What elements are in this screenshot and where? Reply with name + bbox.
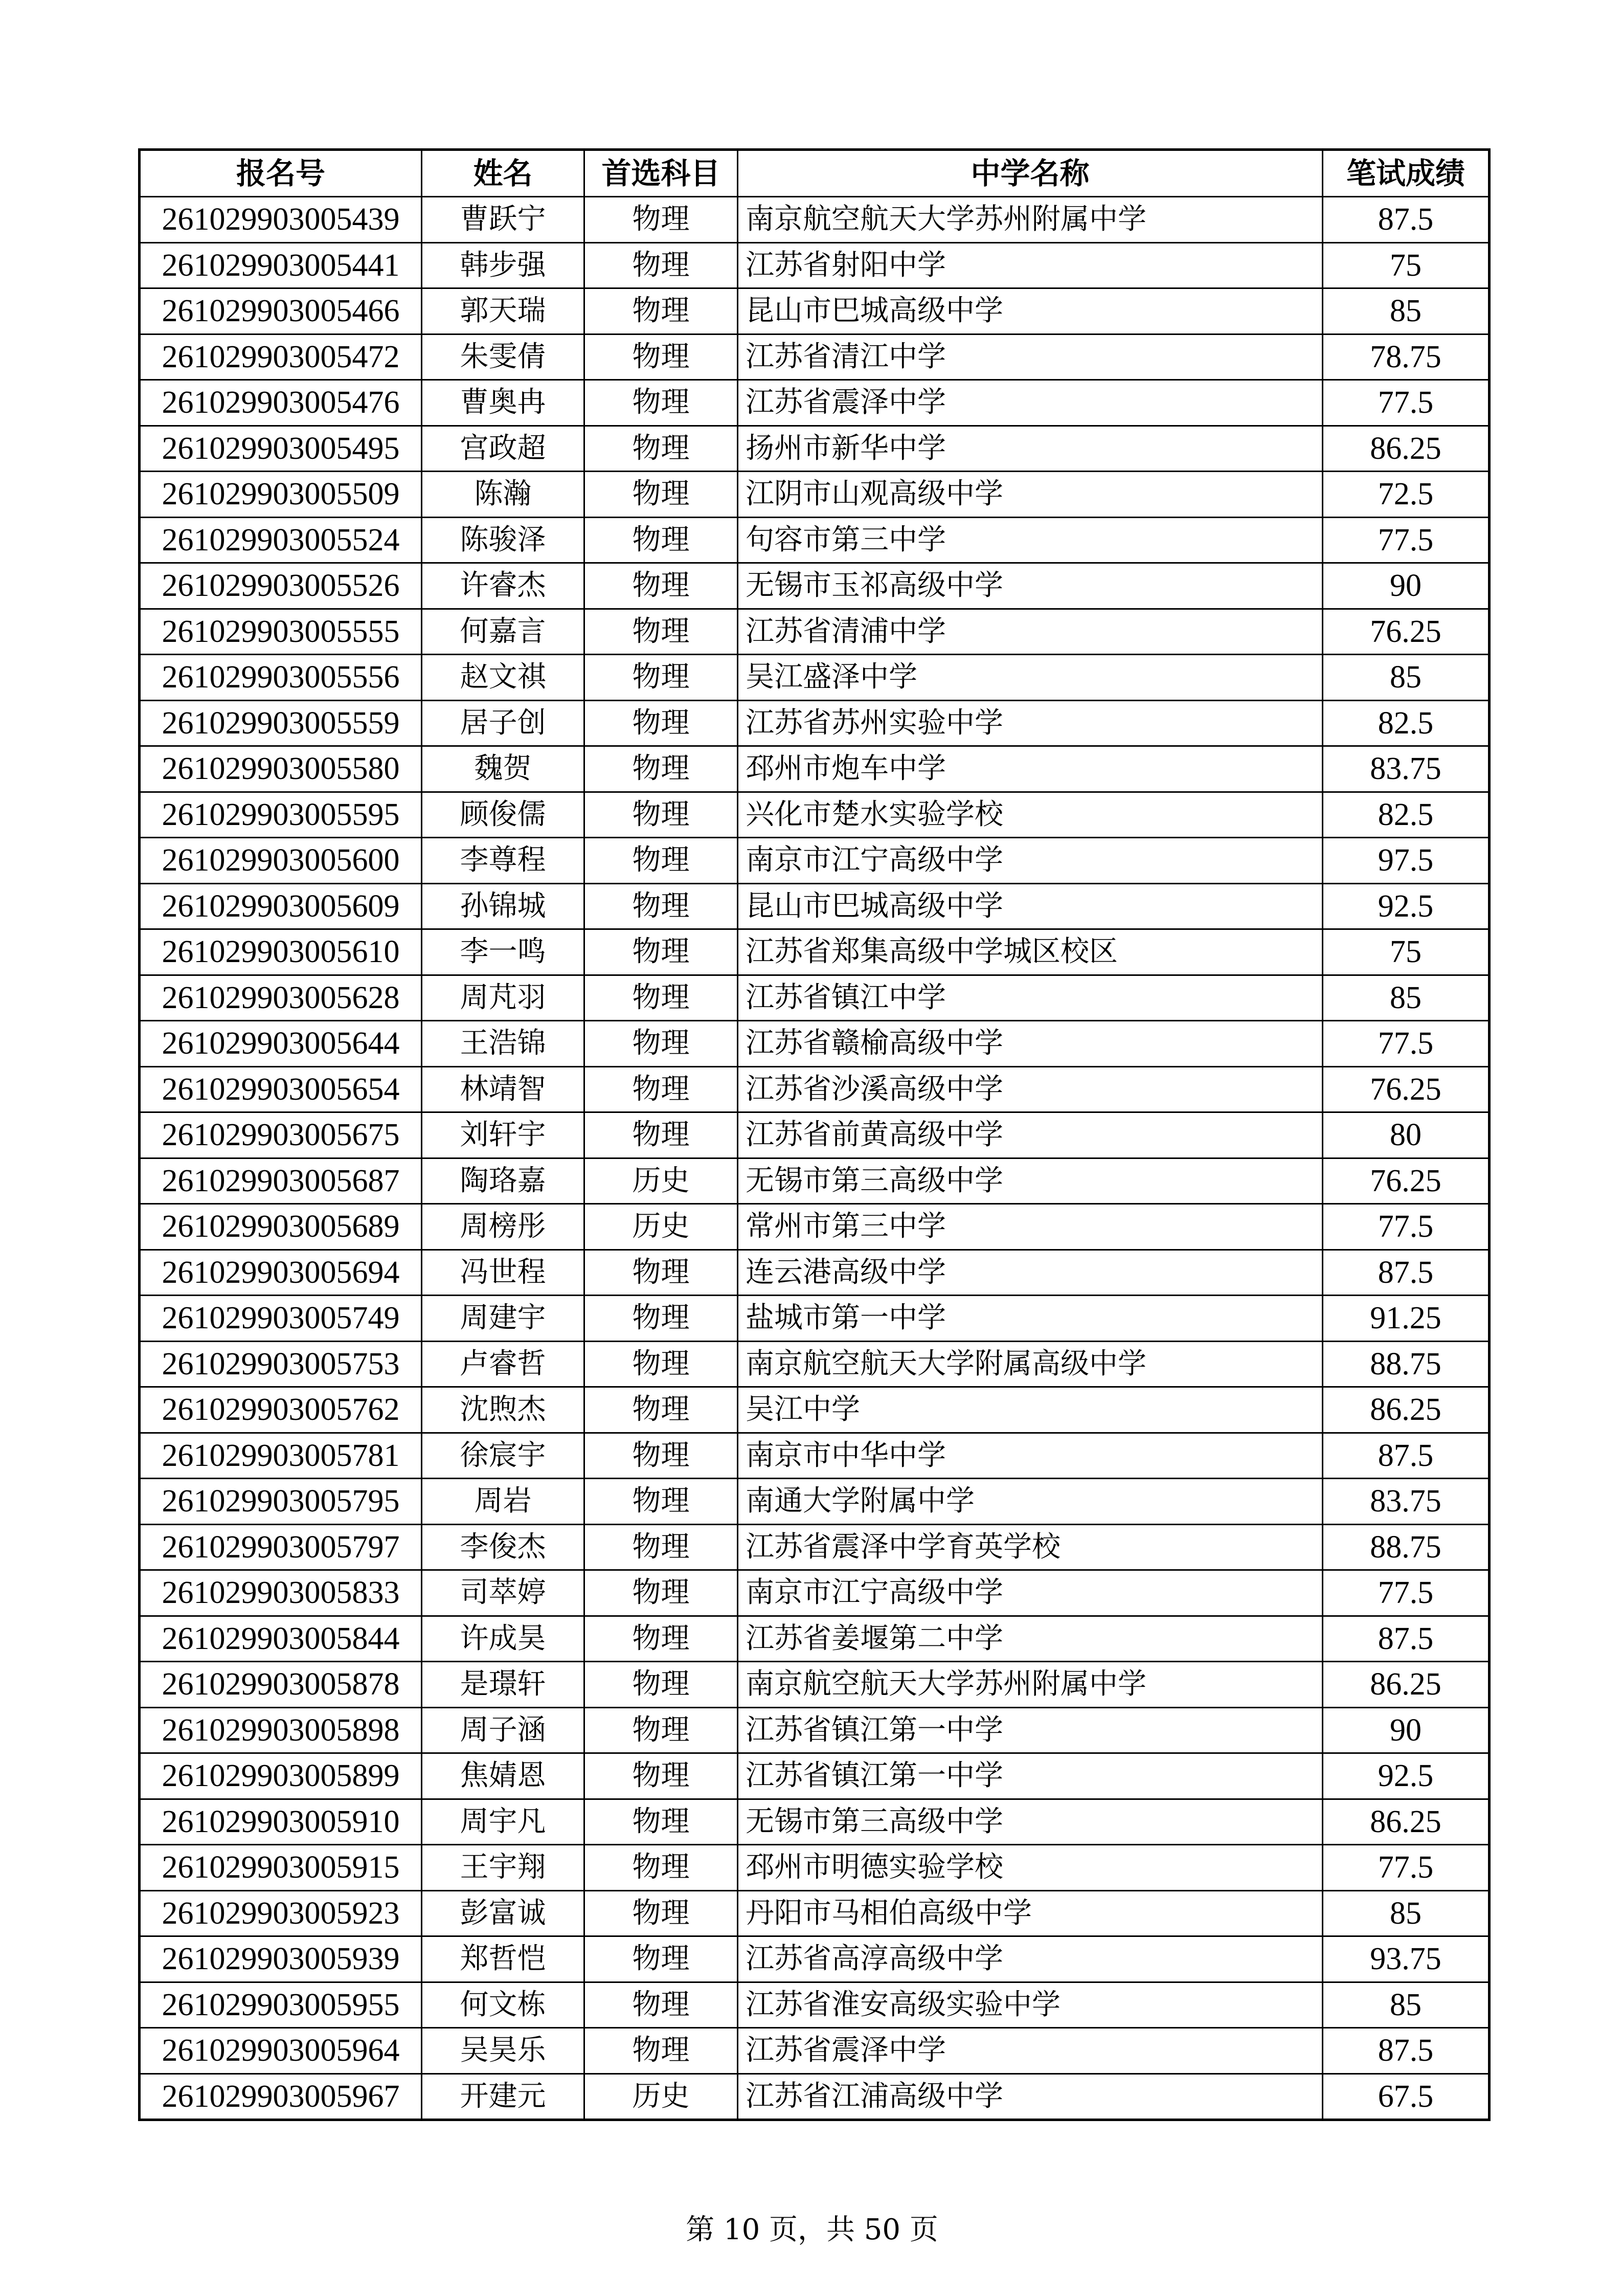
cell-subject: 物理: [584, 2028, 738, 2074]
table-row: [140, 1799, 1490, 1845]
cell-registration-number: 261029903005923: [140, 1890, 422, 1936]
cell-name: 魏贺: [422, 746, 584, 792]
cell-score: 93.75: [1323, 1936, 1490, 1982]
cell-subject: 物理: [584, 1341, 738, 1387]
cell-school: 常州市第三中学: [738, 1204, 1323, 1250]
cell-school: 南京市江宁高级中学: [738, 1570, 1323, 1616]
cell-score: 87.5: [1323, 1250, 1490, 1296]
table-row: [140, 929, 1490, 975]
cell-score: 82.5: [1323, 700, 1490, 746]
table-row: [140, 700, 1490, 746]
cell-registration-number: 261029903005910: [140, 1799, 422, 1845]
table-row: [140, 1707, 1490, 1753]
table-row: [140, 2074, 1490, 2120]
cell-score: 88.75: [1323, 1524, 1490, 1570]
table-row: [140, 1296, 1490, 1342]
header-school: 中学名称: [738, 150, 1323, 197]
cell-school: 江苏省赣榆高级中学: [738, 1021, 1323, 1067]
cell-subject: 物理: [584, 472, 738, 518]
cell-subject: 物理: [584, 1845, 738, 1891]
cell-registration-number: 261029903005844: [140, 1616, 422, 1662]
cell-score: 77.5: [1323, 517, 1490, 563]
cell-name: 赵文祺: [422, 655, 584, 701]
cell-registration-number: 261029903005595: [140, 792, 422, 838]
cell-school: 江苏省震泽中学: [738, 2028, 1323, 2074]
cell-registration-number: 261029903005580: [140, 746, 422, 792]
cell-school: 句容市第三中学: [738, 517, 1323, 563]
cell-score: 87.5: [1323, 1433, 1490, 1479]
cell-subject: 物理: [584, 1296, 738, 1342]
cell-registration-number: 261029903005439: [140, 197, 422, 243]
cell-registration-number: 261029903005797: [140, 1524, 422, 1570]
table-row: [140, 1341, 1490, 1387]
table-row: [140, 1570, 1490, 1616]
cell-name: 吴昊乐: [422, 2028, 584, 2074]
cell-name: 王浩锦: [422, 1021, 584, 1067]
cell-subject: 物理: [584, 975, 738, 1021]
cell-name: 开建元: [422, 2074, 584, 2120]
table-row: [140, 517, 1490, 563]
cell-registration-number: 261029903005610: [140, 929, 422, 975]
cell-school: 江苏省沙溪高级中学: [738, 1066, 1323, 1112]
cell-subject: 物理: [584, 242, 738, 288]
table-row: [140, 792, 1490, 838]
cell-name: 李一鸣: [422, 929, 584, 975]
cell-school: 江苏省郑集高级中学城区校区: [738, 929, 1323, 975]
cell-registration-number: 261029903005600: [140, 838, 422, 884]
cell-registration-number: 261029903005609: [140, 883, 422, 929]
cell-school: 南京航空航天大学苏州附属中学: [738, 1662, 1323, 1708]
cell-subject: 物理: [584, 883, 738, 929]
cell-registration-number: 261029903005955: [140, 1982, 422, 2028]
cell-school: 南京市江宁高级中学: [738, 838, 1323, 884]
cell-name: 王宇翔: [422, 1845, 584, 1891]
cell-subject: 物理: [584, 563, 738, 609]
cell-name: 周榜彤: [422, 1204, 584, 1250]
table-row: [140, 1753, 1490, 1799]
cell-school: 江苏省镇江第一中学: [738, 1707, 1323, 1753]
cell-score: 86.25: [1323, 1799, 1490, 1845]
cell-school: 江苏省射阳中学: [738, 242, 1323, 288]
cell-name: 周建宇: [422, 1296, 584, 1342]
cell-school: 江苏省姜堰第二中学: [738, 1616, 1323, 1662]
cell-score: 85: [1323, 288, 1490, 335]
cell-school: 无锡市第三高级中学: [738, 1158, 1323, 1204]
table-row: [140, 1616, 1490, 1662]
cell-subject: 物理: [584, 792, 738, 838]
cell-name: 孙锦城: [422, 883, 584, 929]
table-row: [140, 1890, 1490, 1936]
cell-name: 周宇凡: [422, 1799, 584, 1845]
cell-score: 76.25: [1323, 609, 1490, 655]
cell-school: 盐城市第一中学: [738, 1296, 1323, 1342]
cell-name: 何嘉言: [422, 609, 584, 655]
cell-registration-number: 261029903005753: [140, 1341, 422, 1387]
cell-registration-number: 261029903005495: [140, 426, 422, 472]
cell-registration-number: 261029903005675: [140, 1112, 422, 1158]
cell-registration-number: 261029903005781: [140, 1433, 422, 1479]
cell-registration-number: 261029903005644: [140, 1021, 422, 1067]
cell-score: 90: [1323, 1707, 1490, 1753]
header-subject: 首选科目: [584, 150, 738, 197]
cell-school: 江苏省清浦中学: [738, 609, 1323, 655]
cell-score: 85: [1323, 975, 1490, 1021]
cell-name: 周芃羽: [422, 975, 584, 1021]
cell-subject: 物理: [584, 426, 738, 472]
cell-registration-number: 261029903005762: [140, 1387, 422, 1433]
cell-school: 江苏省淮安高级实验中学: [738, 1982, 1323, 2028]
cell-name: 刘轩宇: [422, 1112, 584, 1158]
header-registration-number: 报名号: [140, 150, 422, 197]
table-row: [140, 1662, 1490, 1708]
table-row: [140, 1021, 1490, 1067]
table-row: [140, 655, 1490, 701]
cell-registration-number: 261029903005694: [140, 1250, 422, 1296]
cell-school: 江苏省镇江第一中学: [738, 1753, 1323, 1799]
cell-name: 冯世程: [422, 1250, 584, 1296]
cell-name: 彭富诚: [422, 1890, 584, 1936]
cell-subject: 物理: [584, 838, 738, 884]
cell-subject: 物理: [584, 1799, 738, 1845]
cell-score: 75: [1323, 929, 1490, 975]
cell-subject: 物理: [584, 1936, 738, 1982]
cell-registration-number: 261029903005795: [140, 1479, 422, 1525]
header-name: 姓名: [422, 150, 584, 197]
cell-score: 85: [1323, 1982, 1490, 2028]
table-row: [140, 1433, 1490, 1479]
cell-name: 何文栋: [422, 1982, 584, 2028]
cell-score: 80: [1323, 1112, 1490, 1158]
cell-registration-number: 261029903005441: [140, 242, 422, 288]
cell-name: 郭天瑞: [422, 288, 584, 335]
cell-score: 72.5: [1323, 472, 1490, 518]
cell-name: 是璟轩: [422, 1662, 584, 1708]
table-row: [140, 1158, 1490, 1204]
cell-name: 顾俊儒: [422, 792, 584, 838]
cell-subject: 物理: [584, 1753, 738, 1799]
cell-score: 88.75: [1323, 1341, 1490, 1387]
cell-name: 周子涵: [422, 1707, 584, 1753]
cell-school: 邳州市炮车中学: [738, 746, 1323, 792]
cell-score: 86.25: [1323, 1662, 1490, 1708]
cell-registration-number: 261029903005915: [140, 1845, 422, 1891]
cell-registration-number: 261029903005524: [140, 517, 422, 563]
cell-score: 76.25: [1323, 1158, 1490, 1204]
cell-subject: 物理: [584, 1066, 738, 1112]
score-table: [138, 148, 1491, 2121]
cell-score: 85: [1323, 655, 1490, 701]
cell-score: 97.5: [1323, 838, 1490, 884]
cell-school: 兴化市楚水实验学校: [738, 792, 1323, 838]
cell-school: 江苏省苏州实验中学: [738, 700, 1323, 746]
cell-score: 87.5: [1323, 2028, 1490, 2074]
cell-subject: 物理: [584, 746, 738, 792]
table-row: [140, 1845, 1490, 1891]
cell-registration-number: 261029903005878: [140, 1662, 422, 1708]
table-row: [140, 838, 1490, 884]
cell-score: 85: [1323, 1890, 1490, 1936]
cell-registration-number: 261029903005628: [140, 975, 422, 1021]
cell-school: 江苏省江浦高级中学: [738, 2074, 1323, 2120]
table-row: [140, 1387, 1490, 1433]
cell-school: 昆山市巴城高级中学: [738, 288, 1323, 335]
cell-name: 焦婧恩: [422, 1753, 584, 1799]
table-row: [140, 1112, 1490, 1158]
cell-school: 昆山市巴城高级中学: [738, 883, 1323, 929]
cell-subject: 物理: [584, 609, 738, 655]
cell-school: 扬州市新华中学: [738, 426, 1323, 472]
cell-score: 83.75: [1323, 1479, 1490, 1525]
cell-subject: 物理: [584, 1112, 738, 1158]
cell-name: 陈骏泽: [422, 517, 584, 563]
table-row: [140, 746, 1490, 792]
cell-name: 曹跃宁: [422, 197, 584, 243]
cell-name: 许睿杰: [422, 563, 584, 609]
cell-score: 86.25: [1323, 426, 1490, 472]
table-row: [140, 334, 1490, 380]
cell-score: 86.25: [1323, 1387, 1490, 1433]
cell-registration-number: 261029903005472: [140, 334, 422, 380]
cell-score: 92.5: [1323, 1753, 1490, 1799]
cell-registration-number: 261029903005654: [140, 1066, 422, 1112]
cell-school: 邳州市明德实验学校: [738, 1845, 1323, 1891]
cell-school: 无锡市玉祁高级中学: [738, 563, 1323, 609]
cell-subject: 物理: [584, 655, 738, 701]
cell-subject: 物理: [584, 929, 738, 975]
cell-subject: 物理: [584, 1479, 738, 1525]
cell-name: 周岩: [422, 1479, 584, 1525]
cell-score: 76.25: [1323, 1066, 1490, 1112]
cell-school: 吴江盛泽中学: [738, 655, 1323, 701]
cell-score: 77.5: [1323, 1570, 1490, 1616]
cell-school: 南京市中华中学: [738, 1433, 1323, 1479]
table-row: [140, 2028, 1490, 2074]
cell-registration-number: 261029903005899: [140, 1753, 422, 1799]
cell-name: 郑哲恺: [422, 1936, 584, 1982]
table-row: [140, 883, 1490, 929]
cell-subject: 物理: [584, 517, 738, 563]
cell-registration-number: 261029903005476: [140, 380, 422, 426]
table-header-row: [140, 150, 1490, 197]
table-row: [140, 380, 1490, 426]
cell-score: 87.5: [1323, 1616, 1490, 1662]
cell-name: 居子创: [422, 700, 584, 746]
cell-name: 曹奥冉: [422, 380, 584, 426]
cell-subject: 物理: [584, 1433, 738, 1479]
cell-school: 丹阳市马相伯高级中学: [738, 1890, 1323, 1936]
cell-score: 83.75: [1323, 746, 1490, 792]
cell-registration-number: 261029903005556: [140, 655, 422, 701]
cell-subject: 物理: [584, 1250, 738, 1296]
table-row: [140, 975, 1490, 1021]
cell-score: 82.5: [1323, 792, 1490, 838]
cell-subject: 物理: [584, 1662, 738, 1708]
table-row: [140, 1982, 1490, 2028]
cell-school: 江苏省高淳高级中学: [738, 1936, 1323, 1982]
cell-name: 宫政超: [422, 426, 584, 472]
cell-subject: 物理: [584, 1570, 738, 1616]
cell-score: 92.5: [1323, 883, 1490, 929]
cell-score: 77.5: [1323, 1845, 1490, 1891]
cell-score: 75: [1323, 242, 1490, 288]
cell-subject: 历史: [584, 1204, 738, 1250]
cell-subject: 物理: [584, 1524, 738, 1570]
cell-subject: 历史: [584, 1158, 738, 1204]
cell-registration-number: 261029903005559: [140, 700, 422, 746]
cell-name: 陈瀚: [422, 472, 584, 518]
cell-subject: 物理: [584, 1707, 738, 1753]
cell-name: 沈煦杰: [422, 1387, 584, 1433]
cell-score: 77.5: [1323, 1021, 1490, 1067]
cell-school: 无锡市第三高级中学: [738, 1799, 1323, 1845]
table-row: [140, 197, 1490, 243]
cell-subject: 历史: [584, 2074, 738, 2120]
cell-name: 许成昊: [422, 1616, 584, 1662]
cell-name: 陶珞嘉: [422, 1158, 584, 1204]
table-row: [140, 609, 1490, 655]
cell-score: 91.25: [1323, 1296, 1490, 1342]
cell-school: 江苏省震泽中学: [738, 380, 1323, 426]
cell-school: 江苏省前黄高级中学: [738, 1112, 1323, 1158]
cell-name: 韩步强: [422, 242, 584, 288]
cell-school: 连云港高级中学: [738, 1250, 1323, 1296]
cell-registration-number: 261029903005689: [140, 1204, 422, 1250]
table-row: [140, 1479, 1490, 1525]
cell-name: 林靖智: [422, 1066, 584, 1112]
header-score: 笔试成绩: [1323, 150, 1490, 197]
cell-subject: 物理: [584, 380, 738, 426]
cell-subject: 物理: [584, 334, 738, 380]
table-row: [140, 1936, 1490, 1982]
cell-score: 67.5: [1323, 2074, 1490, 2120]
cell-subject: 物理: [584, 1387, 738, 1433]
cell-subject: 物理: [584, 700, 738, 746]
table-row: [140, 426, 1490, 472]
cell-registration-number: 261029903005466: [140, 288, 422, 335]
cell-school: 南京航空航天大学附属高级中学: [738, 1341, 1323, 1387]
cell-school: 江苏省震泽中学育英学校: [738, 1524, 1323, 1570]
cell-registration-number: 261029903005833: [140, 1570, 422, 1616]
cell-name: 李尊程: [422, 838, 584, 884]
cell-score: 77.5: [1323, 380, 1490, 426]
cell-registration-number: 261029903005967: [140, 2074, 422, 2120]
cell-score: 87.5: [1323, 197, 1490, 243]
cell-name: 徐宸宇: [422, 1433, 584, 1479]
cell-registration-number: 261029903005509: [140, 472, 422, 518]
page-number: 第 10 页，共 50 页: [686, 2213, 938, 2246]
cell-school: 江阴市山观高级中学: [738, 472, 1323, 518]
cell-school: 吴江中学: [738, 1387, 1323, 1433]
table-body: [140, 197, 1490, 2120]
cell-registration-number: 261029903005964: [140, 2028, 422, 2074]
cell-name: 朱雯倩: [422, 334, 584, 380]
cell-name: 司萃婷: [422, 1570, 584, 1616]
cell-subject: 物理: [584, 1890, 738, 1936]
table-row: [140, 1250, 1490, 1296]
cell-score: 90: [1323, 563, 1490, 609]
table-row: [140, 563, 1490, 609]
cell-registration-number: 261029903005555: [140, 609, 422, 655]
cell-name: 李俊杰: [422, 1524, 584, 1570]
cell-subject: 物理: [584, 197, 738, 243]
table-row: [140, 1524, 1490, 1570]
cell-subject: 物理: [584, 1021, 738, 1067]
cell-name: 卢睿哲: [422, 1341, 584, 1387]
table-row: [140, 1204, 1490, 1250]
cell-school: 江苏省清江中学: [738, 334, 1323, 380]
cell-school: 南京航空航天大学苏州附属中学: [738, 197, 1323, 243]
table-row: [140, 288, 1490, 335]
cell-score: 77.5: [1323, 1204, 1490, 1250]
cell-registration-number: 261029903005939: [140, 1936, 422, 1982]
cell-registration-number: 261029903005898: [140, 1707, 422, 1753]
cell-school: 江苏省镇江中学: [738, 975, 1323, 1021]
table-row: [140, 472, 1490, 518]
cell-school: 南通大学附属中学: [738, 1479, 1323, 1525]
table-row: [140, 1066, 1490, 1112]
cell-score: 78.75: [1323, 334, 1490, 380]
cell-registration-number: 261029903005749: [140, 1296, 422, 1342]
cell-registration-number: 261029903005526: [140, 563, 422, 609]
table-row: [140, 242, 1490, 288]
cell-subject: 物理: [584, 288, 738, 335]
cell-subject: 物理: [584, 1982, 738, 2028]
cell-registration-number: 261029903005687: [140, 1158, 422, 1204]
cell-subject: 物理: [584, 1616, 738, 1662]
